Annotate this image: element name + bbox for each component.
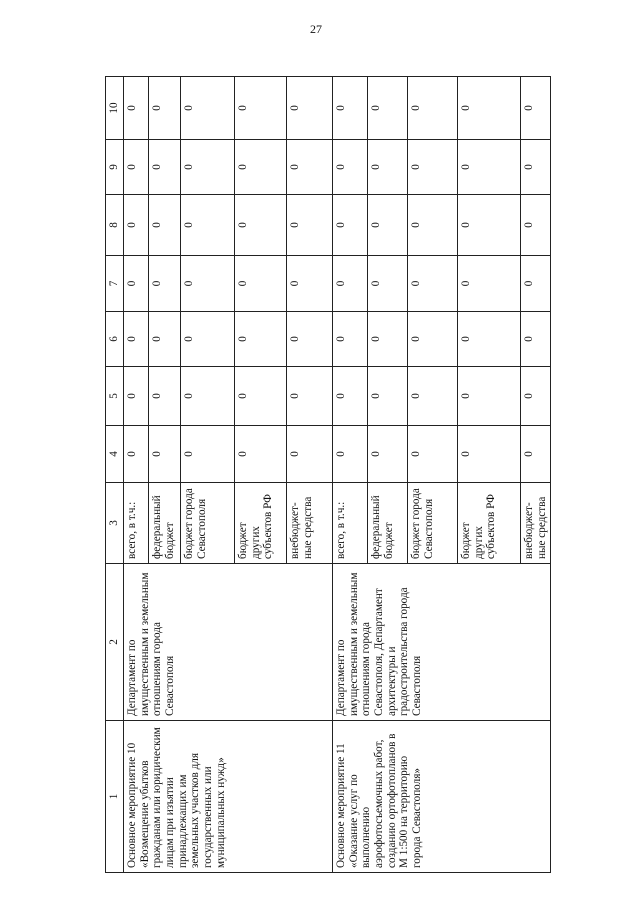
value-cell: 0 bbox=[408, 195, 458, 256]
value-cell: 0 bbox=[287, 195, 333, 256]
value-cell: 0 bbox=[458, 312, 521, 367]
header-cell: 3 bbox=[106, 483, 124, 564]
value-cell: 0 bbox=[333, 426, 368, 483]
value-cell: 0 bbox=[149, 426, 181, 483]
page-number: 27 bbox=[310, 22, 322, 36]
header-cell: 6 bbox=[106, 312, 124, 367]
value-cell: 0 bbox=[235, 77, 287, 140]
value-cell: 0 bbox=[333, 256, 368, 312]
value-cell: 0 bbox=[149, 77, 181, 140]
header-cell: 9 bbox=[106, 140, 124, 195]
activity-cell: Основное мероприятие 11 «Оказание услуг по выполнению аэрофотосъемочных работ, созданию ортофотопланов в М 1:500 на территорию города Севастополя» bbox=[333, 721, 551, 873]
value-cell: 0 bbox=[124, 312, 149, 367]
value-cell: 0 bbox=[408, 367, 458, 426]
value-cell: 0 bbox=[333, 140, 368, 195]
value-cell: 0 bbox=[368, 195, 408, 256]
source-label: бюджет города Севастополя bbox=[408, 483, 458, 564]
value-cell: 0 bbox=[458, 140, 521, 195]
value-cell: 0 bbox=[181, 195, 235, 256]
value-cell: 0 bbox=[368, 256, 408, 312]
value-cell: 0 bbox=[124, 195, 149, 256]
value-cell: 0 bbox=[181, 256, 235, 312]
value-cell: 0 bbox=[333, 312, 368, 367]
activity-cell: Основное мероприятие 10 «Возмещение убытков гражданам или юридическим лицам при изъятии принадлежащих им земельных участков для государственных или муниципальных нужд» bbox=[124, 721, 333, 873]
value-cell: 0 bbox=[149, 312, 181, 367]
source-label: бюджет других субъектов РФ bbox=[235, 483, 287, 564]
header-cell: 7 bbox=[106, 256, 124, 312]
value-cell: 0 bbox=[287, 140, 333, 195]
source-label: федеральный бюджет bbox=[149, 483, 181, 564]
header-cell: 2 bbox=[106, 564, 124, 721]
value-cell: 0 bbox=[368, 367, 408, 426]
value-cell: 0 bbox=[181, 426, 235, 483]
value-cell: 0 bbox=[521, 195, 551, 256]
value-cell: 0 bbox=[124, 256, 149, 312]
value-cell: 0 bbox=[235, 312, 287, 367]
value-cell: 0 bbox=[408, 140, 458, 195]
value-cell: 0 bbox=[458, 256, 521, 312]
value-cell: 0 bbox=[235, 367, 287, 426]
value-cell: 0 bbox=[408, 426, 458, 483]
value-cell: 0 bbox=[521, 140, 551, 195]
value-cell: 0 bbox=[368, 426, 408, 483]
value-cell: 0 bbox=[181, 77, 235, 140]
value-cell: 0 bbox=[333, 195, 368, 256]
value-cell: 0 bbox=[235, 256, 287, 312]
table-row bbox=[124, 77, 149, 873]
executor-cell: Департамент по имущественным и земельным отношениям города Севастополя, Департамент архитектуры и градостроительства города Севастополя bbox=[333, 564, 551, 721]
value-cell: 0 bbox=[287, 426, 333, 483]
value-cell: 0 bbox=[235, 426, 287, 483]
value-cell: 0 bbox=[149, 195, 181, 256]
value-cell: 0 bbox=[521, 367, 551, 426]
value-cell: 0 bbox=[458, 426, 521, 483]
value-cell: 0 bbox=[521, 426, 551, 483]
value-cell: 0 bbox=[124, 77, 149, 140]
value-cell: 0 bbox=[368, 312, 408, 367]
value-cell: 0 bbox=[408, 312, 458, 367]
header-cell: 4 bbox=[106, 426, 124, 483]
value-cell: 0 bbox=[287, 312, 333, 367]
executor-cell: Департамент по имущественным и земельным отношениям города Севастополя bbox=[124, 564, 333, 721]
header-cell: 10 bbox=[106, 77, 124, 140]
value-cell: 0 bbox=[181, 312, 235, 367]
value-cell: 0 bbox=[287, 77, 333, 140]
value-cell: 0 bbox=[333, 367, 368, 426]
value-cell: 0 bbox=[408, 77, 458, 140]
header-cell: 8 bbox=[106, 195, 124, 256]
header-cell: 5 bbox=[106, 367, 124, 426]
source-label: всего, в т.ч.: bbox=[124, 483, 149, 564]
source-label: федеральный бюджет bbox=[368, 483, 408, 564]
value-cell: 0 bbox=[368, 140, 408, 195]
value-cell: 0 bbox=[458, 367, 521, 426]
value-cell: 0 bbox=[181, 367, 235, 426]
table-row bbox=[333, 77, 368, 873]
value-cell: 0 bbox=[181, 140, 235, 195]
value-cell: 0 bbox=[521, 77, 551, 140]
value-cell: 0 bbox=[368, 77, 408, 140]
value-cell: 0 bbox=[458, 77, 521, 140]
value-cell: 0 bbox=[408, 256, 458, 312]
rotated-table-wrapper bbox=[105, 77, 548, 873]
funding-table bbox=[105, 76, 551, 873]
value-cell: 0 bbox=[333, 77, 368, 140]
source-label: бюджет города Севастополя bbox=[181, 483, 235, 564]
header-cell: 1 bbox=[106, 721, 124, 873]
source-label: внебюджет-ные средства bbox=[287, 483, 333, 564]
source-label: всего, в т.ч.: bbox=[333, 483, 368, 564]
value-cell: 0 bbox=[235, 140, 287, 195]
value-cell: 0 bbox=[149, 256, 181, 312]
value-cell: 0 bbox=[124, 140, 149, 195]
source-label: внебюджет-ные средства bbox=[521, 483, 551, 564]
source-label: бюджет других субъектов РФ bbox=[458, 483, 521, 564]
value-cell: 0 bbox=[124, 426, 149, 483]
value-cell: 0 bbox=[149, 140, 181, 195]
header-row bbox=[106, 77, 124, 873]
value-cell: 0 bbox=[287, 256, 333, 312]
value-cell: 0 bbox=[124, 367, 149, 426]
value-cell: 0 bbox=[235, 195, 287, 256]
value-cell: 0 bbox=[521, 312, 551, 367]
value-cell: 0 bbox=[287, 367, 333, 426]
value-cell: 0 bbox=[521, 256, 551, 312]
value-cell: 0 bbox=[458, 195, 521, 256]
value-cell: 0 bbox=[149, 367, 181, 426]
